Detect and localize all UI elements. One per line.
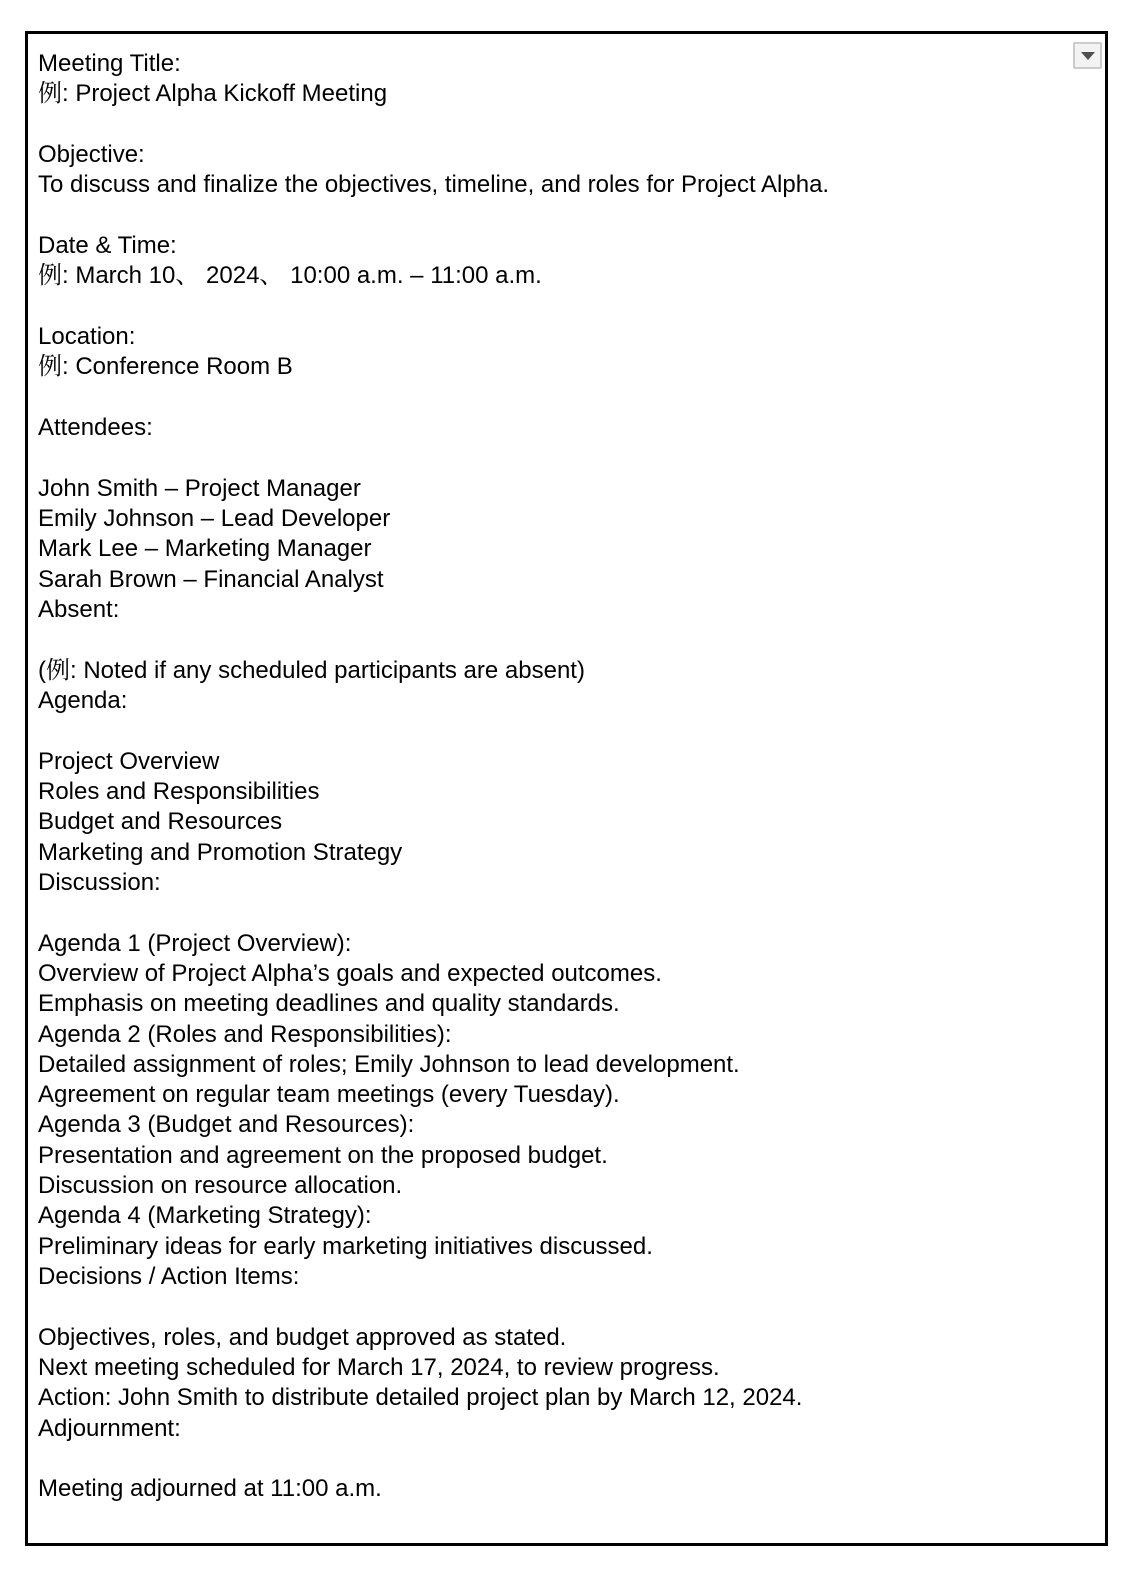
triangle-down-icon xyxy=(1081,52,1095,60)
text-line: Next meeting scheduled for March 17, 2024, to review progress. xyxy=(38,1354,720,1382)
text-line: Roles and Responsibilities xyxy=(38,777,320,805)
text-line xyxy=(38,625,1061,655)
text-line: Agenda 1 (Project Overview): xyxy=(38,929,352,957)
text-line: Objectives, roles, and budget approved as stated. xyxy=(38,1323,567,1351)
text-line: Agenda 3 (Budget and Resources): xyxy=(38,1111,415,1139)
text-line xyxy=(38,443,1061,473)
text-line: Objective: xyxy=(38,140,145,168)
text-line: Meeting adjourned at 11:00 a.m. xyxy=(38,1475,382,1503)
text-line: Overview of Project Alpha’s goals and expected outcomes. xyxy=(38,959,662,987)
text-line xyxy=(38,292,1061,322)
text-line: Budget and Resources xyxy=(38,808,283,836)
text-line: 例: March 10、 2024、 10:00 a.m. – 11:00 a.m. xyxy=(38,262,542,290)
text-line: Marketing and Promotion Strategy xyxy=(38,838,403,866)
text-line: Date & Time: xyxy=(38,231,177,259)
text-line: Agreement on regular team meetings (every Tuesday). xyxy=(38,1081,620,1109)
text-line: Emily Johnson – Lead Developer xyxy=(38,504,391,532)
meeting-notes-textarea[interactable] xyxy=(25,31,1108,1546)
text-line: Meeting Title: xyxy=(38,50,181,77)
text-line: Absent: xyxy=(38,595,120,623)
text-line: 例: Conference Room B xyxy=(38,353,293,381)
text-line: Adjournment: xyxy=(38,1414,181,1442)
text-line: John Smith – Project Manager xyxy=(38,474,361,502)
text-line: Sarah Brown – Financial Analyst xyxy=(38,565,384,593)
text-line xyxy=(38,110,1061,140)
scroll-down-button[interactable] xyxy=(1073,42,1102,69)
text-line: Project Overview xyxy=(38,747,220,775)
text-line xyxy=(38,716,1061,746)
text-line xyxy=(38,201,1061,231)
text-line xyxy=(38,383,1061,413)
text-line: (例: Noted if any scheduled participants are absent) xyxy=(38,656,585,684)
text-line: Agenda 2 (Roles and Responsibilities): xyxy=(38,1020,452,1048)
text-line: Agenda: xyxy=(38,686,128,714)
text-line: Location: xyxy=(38,322,136,350)
text-line xyxy=(38,1444,1061,1474)
text-line: Detailed assignment of roles; Emily Johnson to lead development. xyxy=(38,1050,740,1078)
text-line: Presentation and agreement on the proposed budget. xyxy=(38,1141,608,1169)
text-line: Preliminary ideas for early marketing initiatives discussed. xyxy=(38,1232,653,1260)
text-line: Attendees: xyxy=(38,413,153,441)
text-line: Agenda 4 (Marketing Strategy): xyxy=(38,1202,372,1230)
text-line xyxy=(38,1292,1061,1322)
text-line: Discussion on resource allocation. xyxy=(38,1172,403,1200)
text-line: Emphasis on meeting deadlines and quality standards. xyxy=(38,990,620,1018)
text-line: Decisions / Action Items: xyxy=(38,1263,300,1291)
text-line: Mark Lee – Marketing Manager xyxy=(38,535,372,563)
text-line: Discussion: xyxy=(38,868,161,896)
text-line: Action: John Smith to distribute detailed project plan by March 12, 2024. xyxy=(38,1384,803,1412)
meeting-notes-text xyxy=(38,49,1061,1505)
text-line: To discuss and finalize the objectives, timeline, and roles for Project Alpha. xyxy=(38,171,830,199)
text-line xyxy=(38,898,1061,928)
text-line: 例: Project Alpha Kickoff Meeting xyxy=(38,80,388,108)
